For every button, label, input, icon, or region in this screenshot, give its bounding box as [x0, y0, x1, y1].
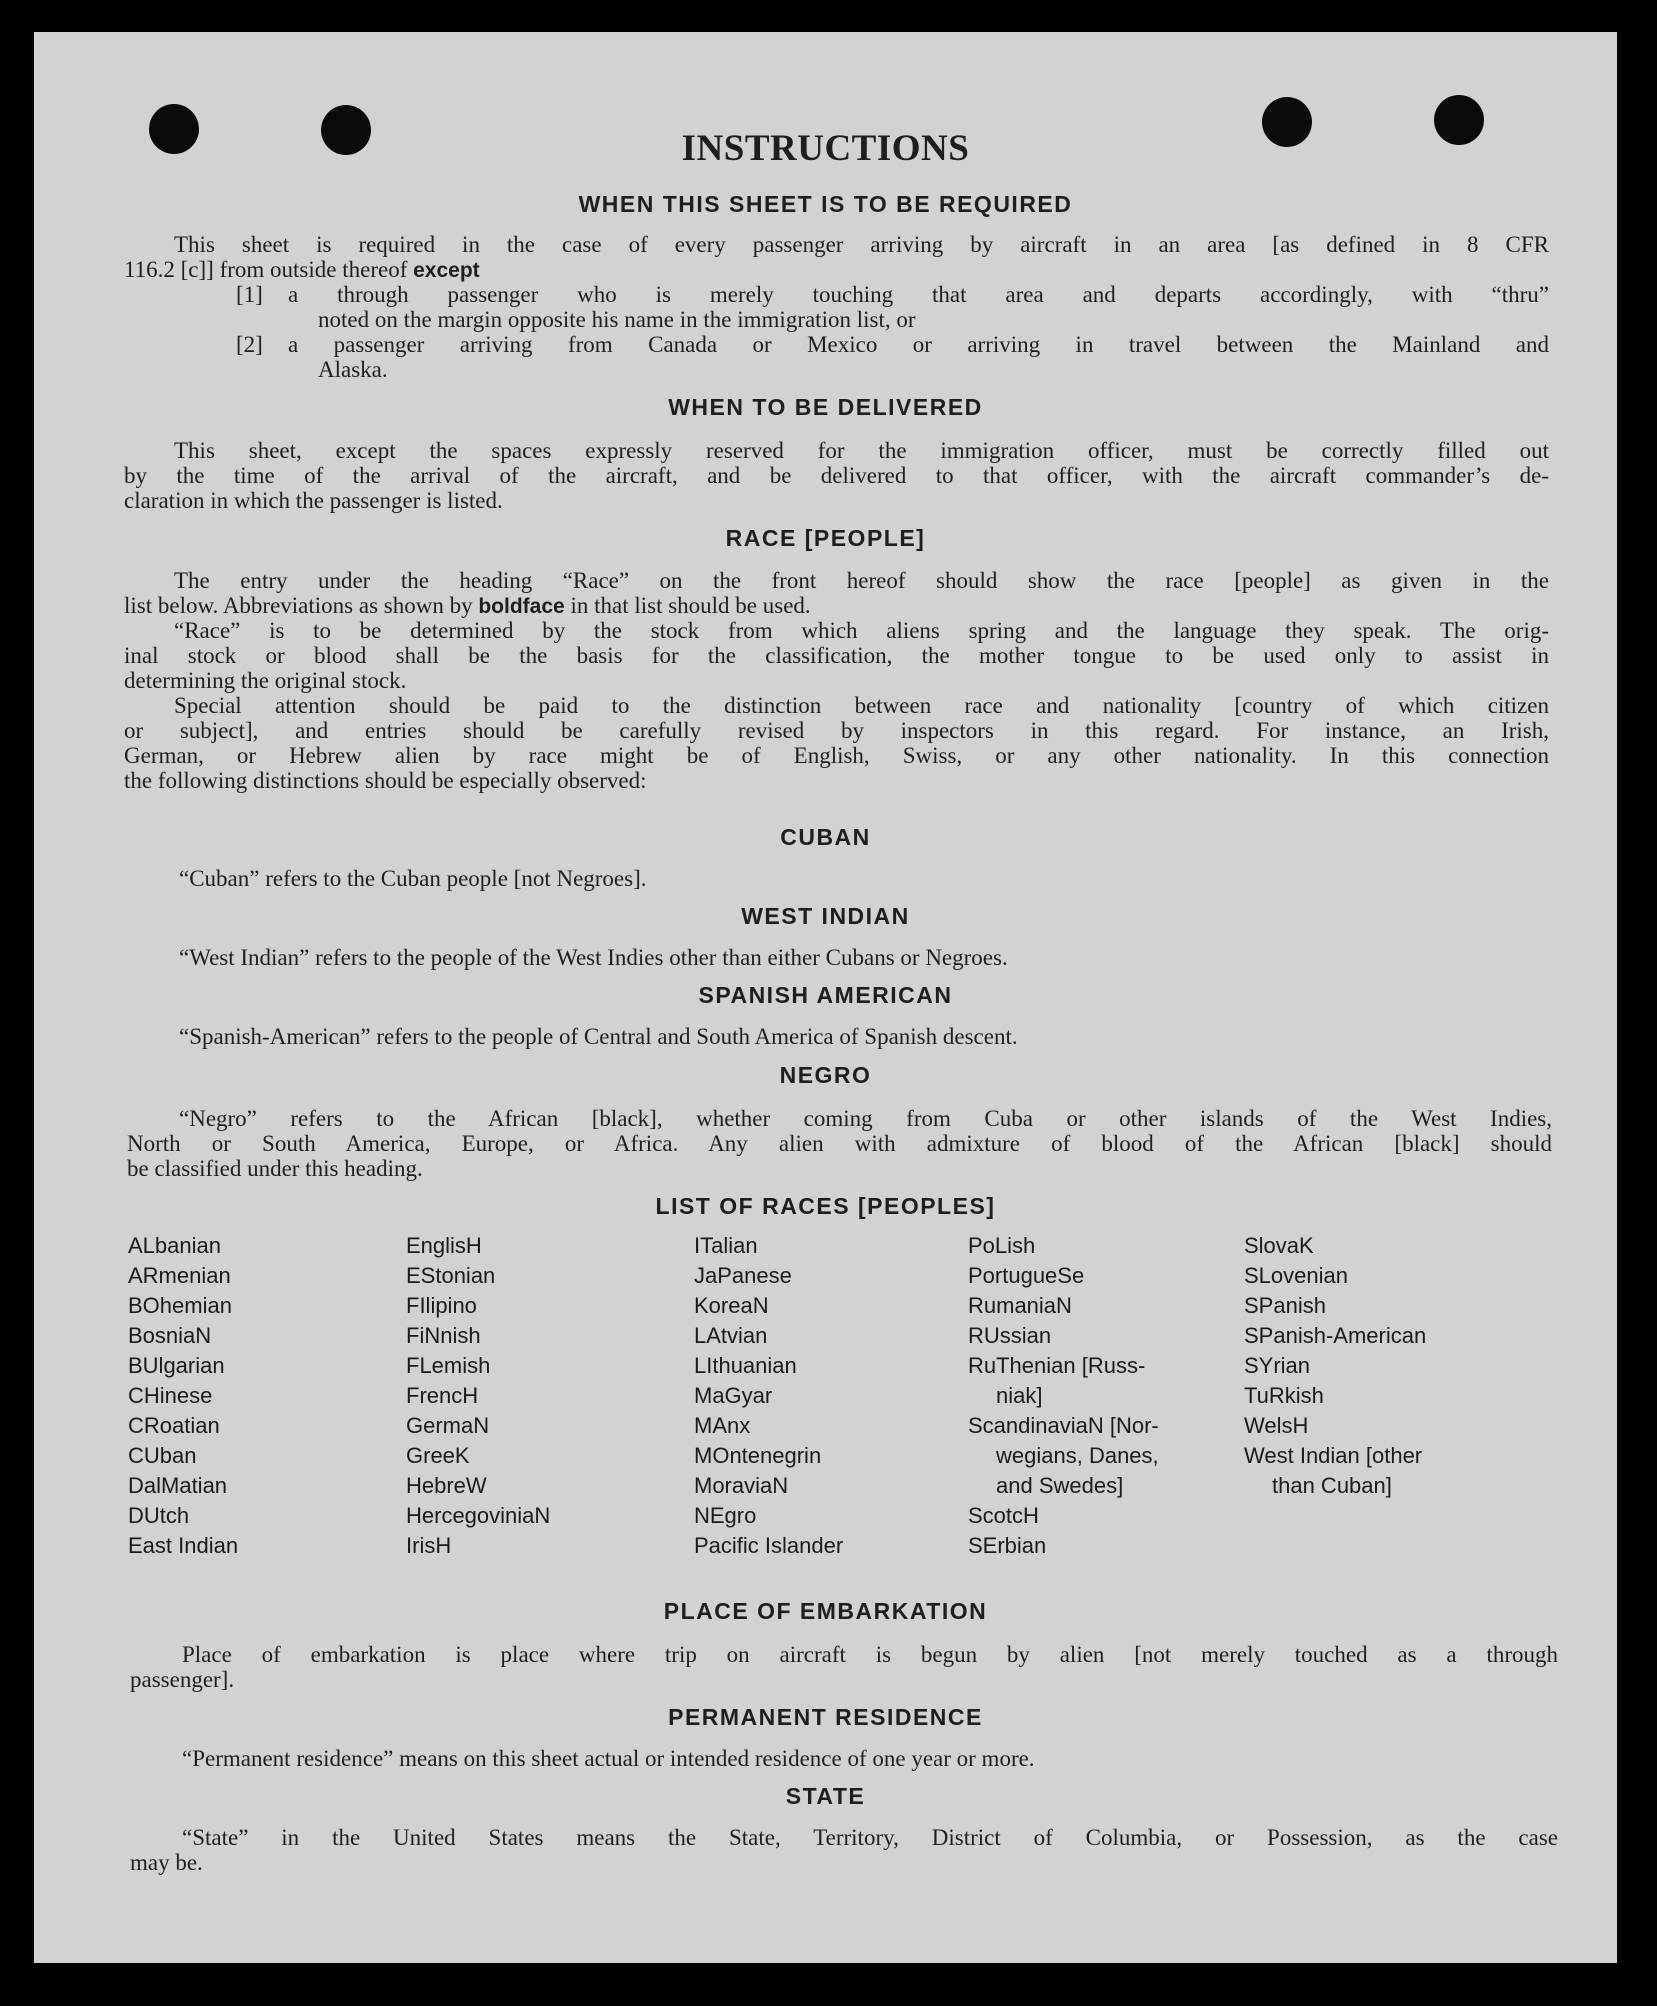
race-entry: RUssian	[968, 1323, 1052, 1348]
heading-state: STATE	[785, 1783, 866, 1809]
race-b-line-3: determining the original stock.	[124, 668, 407, 693]
race-entry: KoreaN	[694, 1293, 769, 1318]
race-entry: West Indian [other	[1244, 1443, 1423, 1468]
race-entry: DalMatian	[128, 1473, 228, 1498]
race-entry: EStonian	[406, 1263, 496, 1288]
item-2-line-2: Alaska.	[318, 357, 388, 382]
heading-embarkation: PLACE OF EMBARKATION	[663, 1598, 988, 1624]
race-entry: RumaniaN	[968, 1293, 1072, 1318]
race-entry: ALbanian	[128, 1233, 221, 1258]
race-entry: GermaN	[406, 1413, 490, 1438]
race-entry: SlovaK	[1244, 1233, 1314, 1258]
race-entry: BosniaN	[128, 1323, 212, 1348]
race-entry: PortugueSe	[968, 1263, 1085, 1288]
heading-list-of-races: LIST OF RACES [PEOPLES]	[655, 1193, 996, 1219]
state-line-1: “State” in the United States means the State, Territory, District of Columbia, or Possession, as the case	[182, 1825, 1558, 1850]
delivered-line-1: This sheet, except the spaces expressly reserved for the immigration officer, must be correctly filled out	[174, 438, 1549, 463]
item-2-line-1: a passenger arriving from Canada or Mexico or arriving in travel between the Mainland and	[288, 332, 1549, 357]
race-entry-continued: niak]	[996, 1383, 1043, 1408]
race-entry: NEgro	[694, 1503, 757, 1528]
race-column-3	[694, 1231, 974, 1561]
negro-line-1: “Negro” refers to the African [black], whether coming from Cuba or other islands of the West Indies,	[179, 1106, 1552, 1131]
race-entry: SErbian	[968, 1533, 1047, 1558]
race-entry: ITalian	[694, 1233, 758, 1258]
race-c-line-1: Special attention should be paid to the distinction between race and nationality [country of which citizen	[174, 693, 1549, 718]
race-b-line-2: inal stock or blood shall be the basis for the classification, the mother tongue to be used only to assist in	[124, 643, 1549, 668]
race-column-4	[968, 1231, 1248, 1561]
race-entry: PoLish	[968, 1233, 1036, 1258]
race-entry: SYrian	[1244, 1353, 1311, 1378]
residence-text: “Permanent residence” means on this sheet actual or intended residence of one year or more.	[182, 1746, 1035, 1771]
race-c-line-2: or subject], and entries should be carefully revised by inspectors in this regard. For instance, an Irish,	[124, 718, 1549, 743]
document-sheet	[34, 32, 1617, 1963]
race-entry: BUlgarian	[128, 1353, 225, 1378]
race-column-2	[406, 1231, 686, 1561]
heading-race: RACE [PEOPLE]	[725, 525, 926, 551]
race-a-line-1: The entry under the heading “Race” on the front hereof should show the race [people] as given in the	[174, 568, 1549, 593]
embarkation-line-1: Place of embarkation is place where trip on aircraft is begun by alien [not merely touched as a through	[182, 1642, 1558, 1667]
race-entry: EnglisH	[406, 1233, 482, 1258]
race-entry: IrisH	[406, 1533, 452, 1558]
delivered-line-2: by the time of the arrival of the aircraft, and be delivered to that officer, with the aircraft commander’s de-	[124, 463, 1549, 488]
race-entry-continued: and Swedes]	[996, 1473, 1124, 1498]
heading-delivered: WHEN TO BE DELIVERED	[668, 394, 983, 420]
race-entry: LAtvian	[694, 1323, 768, 1348]
race-c-line-3: German, or Hebrew alien by race might be of English, Swiss, or any other nationality. In this connection	[124, 743, 1549, 768]
race-entry-continued: than Cuban]	[1272, 1473, 1392, 1498]
race-entry: CRoatian	[128, 1413, 220, 1438]
race-entry: BOhemian	[128, 1293, 232, 1318]
heading-cuban: CUBAN	[780, 824, 871, 850]
race-entry: ScotcH	[968, 1503, 1039, 1528]
race-entry: East Indian	[128, 1533, 239, 1558]
race-entry: FrencH	[406, 1383, 479, 1408]
race-entry: FIlipino	[406, 1293, 477, 1318]
west-indian-text: “West Indian” refers to the people of the West Indies other than either Cubans or Negroes.	[179, 945, 1008, 970]
race-column-5	[1244, 1231, 1524, 1501]
race-a-line-2: list below. Abbreviations as shown by boldface in that list should be used.	[124, 593, 811, 618]
race-entry: HebreW	[406, 1473, 487, 1498]
race-column-1	[128, 1231, 408, 1561]
race-entry: SLovenian	[1244, 1263, 1348, 1288]
heading-required: WHEN THIS SHEET IS TO BE REQUIRED	[578, 191, 1073, 217]
race-entry: MOntenegrin	[694, 1443, 822, 1468]
race-entry: CHinese	[128, 1383, 213, 1408]
race-entry: RuThenian [Russ-	[968, 1353, 1146, 1378]
race-entry: MaGyar	[694, 1383, 773, 1408]
race-entry: TuRkish	[1244, 1383, 1324, 1408]
spanish-american-text: “Spanish-American” refers to the people of Central and South America of Spanish descent.	[179, 1024, 1018, 1049]
race-entry: FLemish	[406, 1353, 491, 1378]
race-entry: FiNnish	[406, 1323, 481, 1348]
heading-residence: PERMANENT RESIDENCE	[668, 1704, 983, 1730]
item-1-number: [1]	[236, 282, 263, 307]
race-entry: MAnx	[694, 1413, 751, 1438]
race-b-line-1: “Race” is to be determined by the stock from which aliens spring and the language they speak. The orig-	[174, 618, 1549, 643]
heading-west-indian: WEST INDIAN	[741, 903, 910, 929]
race-entry: HercegoviniaN	[406, 1503, 551, 1528]
item-1-line-2: noted on the margin opposite his name in the immigration list, or	[318, 307, 916, 332]
state-line-2: may be.	[130, 1850, 203, 1875]
race-entry: DUtch	[128, 1503, 190, 1528]
race-entry: ARmenian	[128, 1263, 231, 1288]
item-2-number: [2]	[236, 332, 263, 357]
heading-spanish-american: SPANISH AMERICAN	[698, 982, 953, 1008]
heading-negro: NEGRO	[779, 1062, 872, 1088]
delivered-line-3: claration in which the passenger is listed.	[124, 488, 503, 513]
negro-line-3: be classified under this heading.	[127, 1156, 423, 1181]
page-title: INSTRUCTIONS	[681, 128, 970, 169]
race-entry: ScandinaviaN [Nor-	[968, 1413, 1159, 1438]
race-entry-continued: wegians, Danes,	[996, 1443, 1159, 1468]
cuban-text: “Cuban” refers to the Cuban people [not Negroes].	[179, 866, 647, 891]
required-line-2: 116.2 [c]] from outside thereof except	[124, 257, 480, 282]
race-entry: Pacific Islander	[694, 1533, 844, 1558]
embarkation-line-2: passenger].	[130, 1667, 235, 1692]
race-c-line-4: the following distinctions should be especially observed:	[124, 768, 647, 793]
race-entry: MoraviaN	[694, 1473, 789, 1498]
race-entry: LIthuanian	[694, 1353, 797, 1378]
negro-line-2: North or South America, Europe, or Africa. Any alien with admixture of blood of the African [black] should	[127, 1131, 1552, 1156]
race-entry: GreeK	[406, 1443, 470, 1468]
race-entry: SPanish	[1244, 1293, 1326, 1318]
race-entry: JaPanese	[694, 1263, 792, 1288]
item-1-line-1: a through passenger who is merely touching that area and departs accordingly, with “thru”	[288, 282, 1549, 307]
race-entry: CUban	[128, 1443, 197, 1468]
race-entry: WelsH	[1244, 1413, 1309, 1438]
required-line-1: This sheet is required in the case of every passenger arriving by aircraft in an area [as defined in 8 CFR	[174, 232, 1549, 257]
race-entry: SPanish-American	[1244, 1323, 1427, 1348]
